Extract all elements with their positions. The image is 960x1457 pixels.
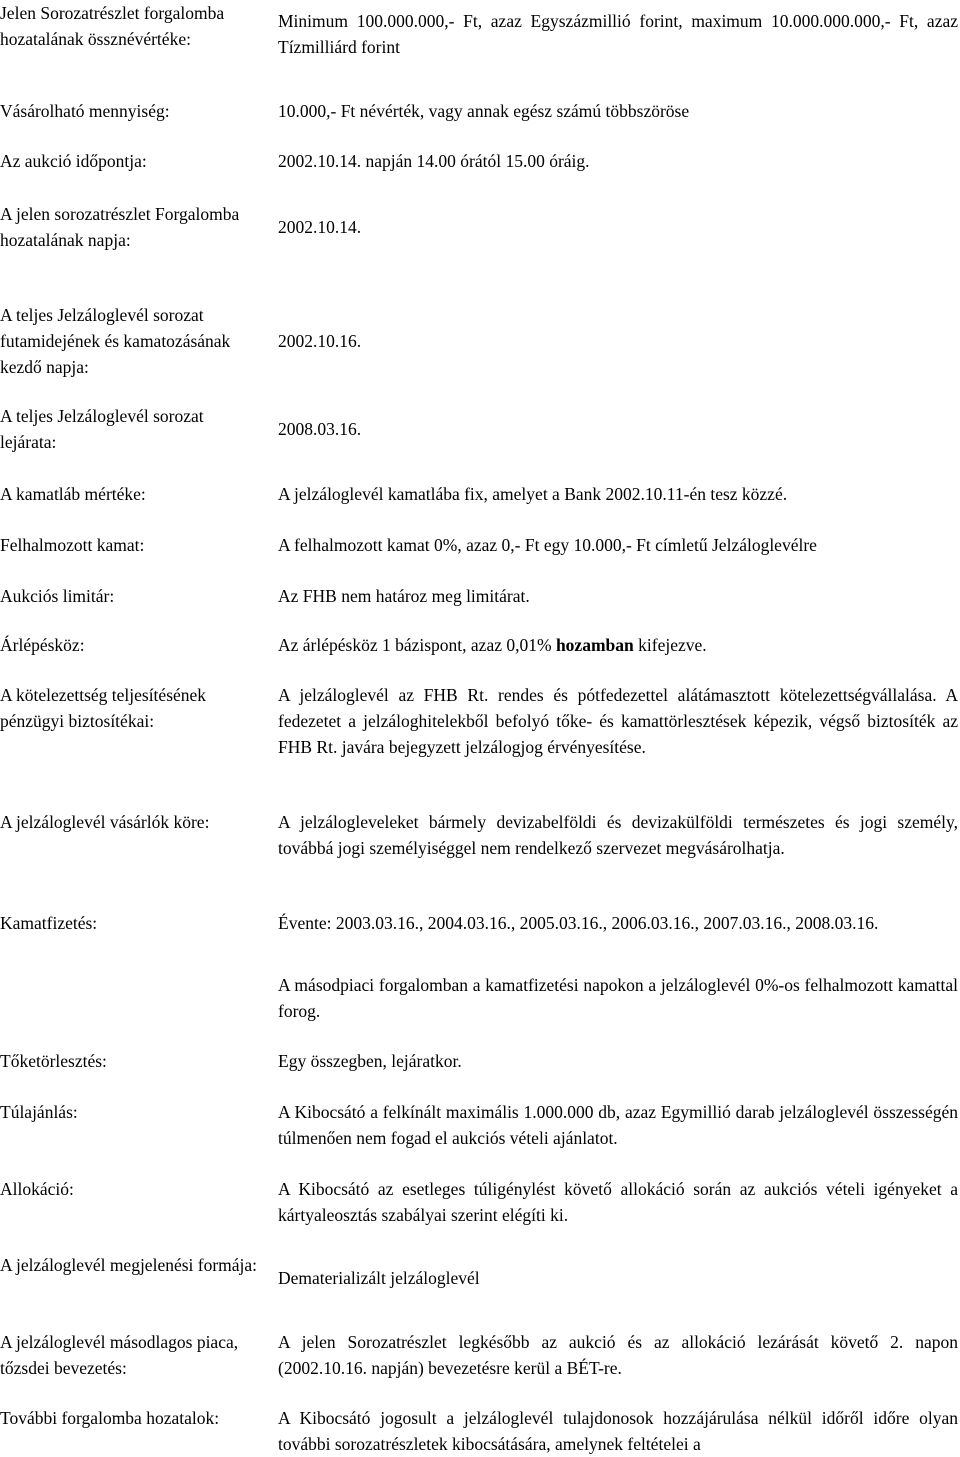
field-label: A kötelezettség teljesítésének pénzügyi biztosítékai:: [0, 685, 207, 731]
field-label: A jelzáloglevél másodlagos piaca, tőzsdei bevezetés:: [0, 1332, 239, 1378]
field-value-secondary: A másodpiaci forgalomban a kamatfizetési napokon a jelzáloglevél 0%-os felhalmozott kamattal forog.: [278, 975, 958, 1021]
field-label: Jelen Sorozatrészlet forgalomba hozatalának össznévértéke:: [0, 3, 225, 49]
field-value: 2008.03.16.: [278, 419, 362, 439]
field-value: A Kibocsátó az esetleges túligénylést követő allokáció során az aukciós vételi igényeket a kártyaleosztás szabályai szerint elégíti ki.: [278, 1179, 958, 1225]
field-label: Az aukció időpontja:: [0, 151, 147, 171]
field-value: 2002.10.14.: [278, 217, 362, 237]
field-label: Felhalmozott kamat:: [0, 535, 145, 555]
field-value: Minimum 100.000.000,- Ft, azaz Egyszázmillió forint, maximum 10.000.000.000,- Ft, azaz Tízmilliárd forint: [278, 11, 958, 57]
value-text: Az árlépésköz 1 bázispont, azaz 0,01%: [278, 635, 552, 655]
field-value: Egy összegben, lejáratkor.: [278, 1051, 462, 1071]
field-value: A jelzáloglevél az FHB Rt. rendes és pótfedezettel alátámasztott kötelezettségvállalása. A fedezetet a jelzáloghitelekből befolyó tőke- és kamattörlesztések képezik, végső biztosíték az FHB Rt. javára bejegyzett jelzálogjog érvényesítése.: [278, 685, 958, 757]
emphasis-text: hozamban: [555, 635, 634, 655]
field-label: A teljes Jelzáloglevél sorozat lejárata:: [0, 406, 204, 452]
field-value: A Kibocsátó jogosult a jelzáloglevél tulajdonosok hozzájárulása nélkül időről időre olyan további sorozatrészletek kibocsátására, amelynek feltételei a: [278, 1408, 958, 1454]
field-value: 10.000,- Ft névérték, vagy annak egész számú többszöröse: [278, 101, 690, 121]
field-label: Kamatfizetés:: [0, 913, 98, 933]
field-label: A jelzáloglevél megjelenési formája:: [0, 1255, 258, 1275]
field-label: A jelzáloglevél vásárlók köre:: [0, 812, 210, 832]
field-value: Évente: 2003.03.16., 2004.03.16., 2005.03.16., 2006.03.16., 2007.03.16., 2008.03.16.: [278, 913, 879, 933]
field-value: [278, 632, 958, 658]
field-value: A felhalmozott kamat 0%, azaz 0,- Ft egy 10.000,- Ft címletű Jelzáloglevélre: [278, 535, 817, 555]
field-label: Allokáció:: [0, 1179, 74, 1199]
field-label: Aukciós limitár:: [0, 586, 115, 606]
field-label: A teljes Jelzáloglevél sorozat futamidejének és kamatozásának kezdő napja:: [0, 305, 231, 377]
field-value: A jelzáloglevél kamatlába fix, amelyet a Bank 2002.10.11-én tesz közzé.: [278, 484, 788, 504]
field-value: 2002.10.16.: [278, 331, 362, 351]
field-value: Az FHB nem határoz meg limitárat.: [278, 586, 530, 606]
field-label: Túlajánlás:: [0, 1102, 78, 1122]
field-value: Dematerializált jelzáloglevél: [278, 1268, 480, 1288]
field-label: Árlépésköz:: [0, 635, 85, 655]
field-label: Tőketörlesztés:: [0, 1051, 107, 1071]
field-value: A jelzálogleveleket bármely devizabelföldi és devizakülföldi természetes és jogi személy, továbbá jogi személyiséggel nem rendelkező szervezet megvásárolhatja.: [278, 812, 958, 858]
field-value: A jelen Sorozatrészlet legkésőbb az aukció és az allokáció lezárását követő 2. napon (2002.10.16. napján) bevezetésre kerül a BÉT-re.: [278, 1332, 958, 1378]
field-label: Vásárolható mennyiség:: [0, 101, 170, 121]
field-label: A jelen sorozatrészlet Forgalomba hozatalának napja:: [0, 204, 240, 250]
field-value: 2002.10.14. napján 14.00 órától 15.00 óráig.: [278, 151, 590, 171]
field-value: A Kibocsátó a felkínált maximális 1.000.000 db, azaz Egymillió darab jelzáloglevél összességén túlmenően nem fogad el aukciós vételi ajánlatot.: [278, 1102, 958, 1148]
value-text: kifejezve.: [638, 635, 707, 655]
field-label: További forgalomba hozatalok:: [0, 1408, 220, 1428]
field-label: A kamatláb mértéke:: [0, 484, 146, 504]
